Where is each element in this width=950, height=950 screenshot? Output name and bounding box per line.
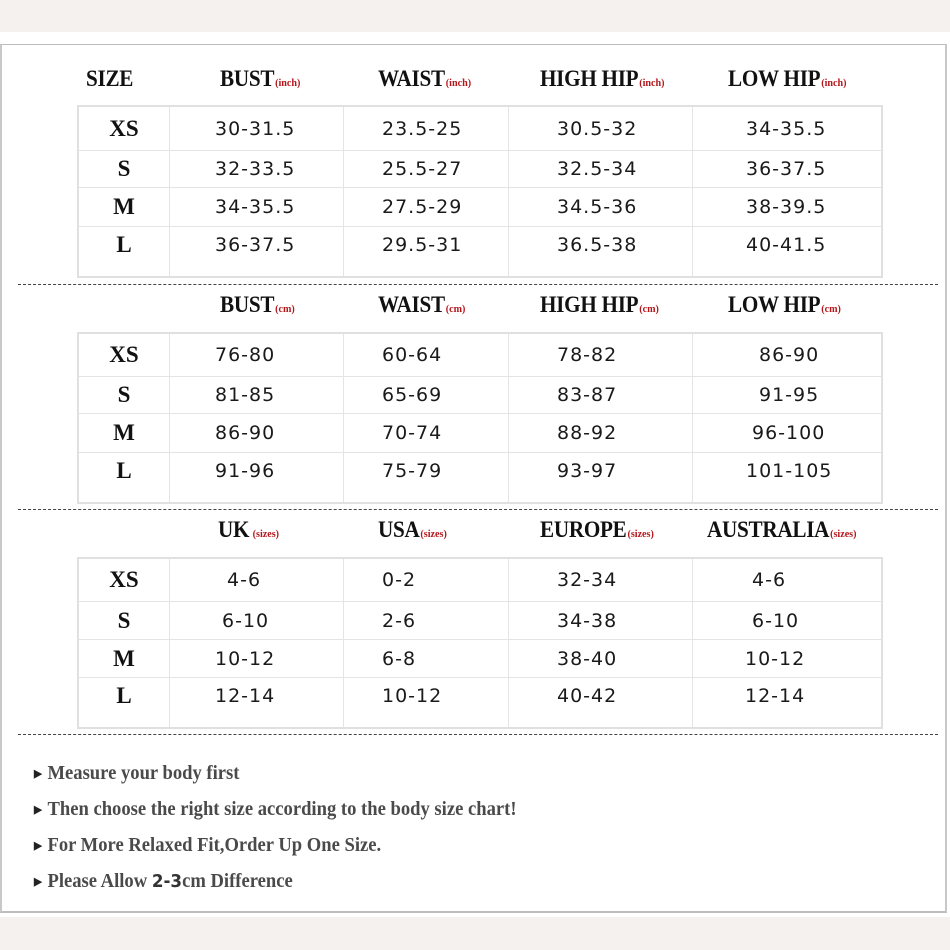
table-row-s: [79, 377, 881, 414]
table-row-m: [79, 640, 881, 678]
triangle-bullet-icon: ▶: [34, 768, 42, 780]
unit-label: (sizes): [830, 528, 857, 540]
column-divider: [169, 559, 170, 727]
table-row-s: [79, 602, 881, 640]
unit-label: (inch): [445, 77, 472, 89]
size-table-cm: [77, 332, 883, 504]
dashed-divider: [18, 734, 938, 735]
note-item: ▶ Measure your body first: [34, 762, 240, 784]
europe-cell: 38-40: [557, 647, 618, 670]
column-divider: [508, 559, 509, 727]
column-divider: [692, 107, 693, 276]
size-cell: L: [116, 232, 132, 257]
uk-cell: 6-10: [222, 609, 270, 632]
column-header-low-hip: LOW HIP(cm): [728, 292, 841, 317]
bust-cell: 76-80: [215, 344, 276, 366]
waist-cell: 65-69: [382, 384, 443, 406]
unit-label: (cm): [275, 303, 295, 315]
size-cell: S: [117, 156, 131, 181]
low-hip-cell: 34-35.5: [746, 117, 827, 140]
bust-cell: 34-35.5: [215, 196, 296, 218]
note-item: ▶ For More Relaxed Fit,Order Up One Size.: [34, 834, 382, 856]
usa-cell: 2-6: [382, 609, 417, 632]
table-row-l: [79, 453, 881, 489]
waist-cell: 27.5-29: [382, 196, 463, 218]
table-row-xs: [79, 107, 881, 151]
unit-label: (cm): [445, 303, 466, 315]
unit-label: (cm): [639, 303, 659, 315]
table-row-s: [79, 151, 881, 188]
column-header-size: SIZE: [86, 66, 134, 91]
column-header-low-hip: LOW HIP(inch): [728, 66, 847, 91]
high-hip-cell: 32.5-34: [557, 158, 638, 180]
triangle-bullet-icon: ▶: [34, 804, 42, 816]
size-table-inch: [77, 105, 883, 278]
uk-cell: 4-6: [227, 569, 262, 591]
low-hip-cell: 38-39.5: [746, 196, 827, 218]
size-cell: XS: [109, 115, 139, 141]
bust-cell: 30-31.5: [215, 117, 296, 140]
size-cell: S: [117, 607, 131, 633]
table-row-l: [79, 227, 881, 263]
uk-cell: 12-14: [215, 685, 276, 707]
bust-cell: 86-90: [215, 422, 276, 444]
note-item: ▶ Then choose the right size according to the body size chart!: [34, 798, 517, 820]
unit-label: (inch): [275, 77, 301, 89]
europe-cell: 34-38: [557, 609, 618, 632]
table-row-xs: [79, 559, 881, 602]
size-table-international: [77, 557, 883, 729]
column-header-waist: WAIST(cm): [378, 292, 466, 317]
column-divider: [343, 559, 344, 727]
dashed-divider: [18, 509, 938, 510]
europe-cell: 40-42: [557, 685, 618, 707]
low-hip-cell: 91-95: [759, 384, 820, 406]
column-header-bust: BUST(cm): [220, 292, 295, 317]
waist-cell: 75-79: [382, 460, 443, 482]
high-hip-cell: 88-92: [557, 422, 618, 444]
column-header-australia: AUSTRALIA(sizes): [707, 517, 857, 542]
column-divider: [343, 107, 344, 276]
column-divider: [692, 559, 693, 727]
low-hip-cell: 40-41.5: [746, 234, 827, 256]
column-header-high-hip: HIGH HIP(cm): [540, 292, 659, 317]
high-hip-cell: 36.5-38: [557, 234, 638, 256]
australia-cell: 6-10: [752, 609, 800, 632]
high-hip-cell: 30.5-32: [557, 117, 638, 140]
waist-cell: 70-74: [382, 422, 443, 444]
low-hip-cell: 96-100: [752, 422, 826, 444]
waist-cell: 29.5-31: [382, 234, 463, 256]
high-hip-cell: 34.5-36: [557, 196, 638, 218]
column-header-high-hip: HIGH HIP(inch): [540, 66, 665, 91]
table-row-xs: [79, 334, 881, 377]
bust-cell: 32-33.5: [215, 158, 296, 180]
size-cell: L: [116, 458, 132, 483]
note-item: ▶ Please Allow 2-3cm Difference: [34, 870, 293, 892]
column-header-uk: UK (sizes): [218, 517, 280, 542]
high-hip-cell: 93-97: [557, 460, 618, 482]
column-header-bust: BUST(inch): [220, 66, 301, 91]
size-cell: S: [117, 382, 131, 407]
triangle-bullet-icon: ▶: [34, 876, 42, 888]
column-divider: [692, 334, 693, 502]
australia-cell: 10-12: [745, 647, 806, 670]
column-divider: [508, 334, 509, 502]
unit-label: (sizes): [420, 528, 447, 540]
size-cell: XS: [109, 567, 139, 592]
unit-label: (inch): [821, 77, 847, 89]
usa-cell: 0-2: [382, 569, 417, 591]
column-divider: [508, 107, 509, 276]
column-divider: [169, 107, 170, 276]
high-hip-cell: 78-82: [557, 344, 618, 366]
low-hip-cell: 86-90: [759, 344, 820, 366]
unit-label: (sizes): [627, 528, 654, 540]
waist-cell: 60-64: [382, 344, 443, 366]
usa-cell: 6-8: [382, 647, 417, 670]
column-divider: [343, 334, 344, 502]
size-cell: XS: [109, 342, 139, 367]
uk-cell: 10-12: [215, 647, 276, 670]
column-header-europe: EUROPE(sizes): [540, 517, 654, 542]
waist-cell: 25.5-27: [382, 158, 463, 180]
column-divider: [169, 334, 170, 502]
usa-cell: 10-12: [382, 685, 443, 707]
column-header-waist: WAIST(inch): [378, 66, 472, 91]
high-hip-cell: 83-87: [557, 384, 618, 406]
bust-cell: 91-96: [215, 460, 276, 482]
column-header-usa: USA(sizes): [378, 517, 447, 542]
unit-label: (inch): [639, 77, 665, 89]
table-row-m: [79, 414, 881, 453]
europe-cell: 32-34: [557, 569, 618, 591]
low-hip-cell: 36-37.5: [746, 158, 827, 180]
waist-cell: 23.5-25: [382, 117, 463, 140]
table-row-l: [79, 678, 881, 714]
unit-label: (sizes): [250, 528, 280, 540]
bust-cell: 36-37.5: [215, 234, 296, 256]
unit-label: (cm): [821, 303, 841, 315]
table-row-m: [79, 188, 881, 227]
bust-cell: 81-85: [215, 384, 276, 406]
dashed-divider: [18, 284, 938, 285]
size-cell: M: [113, 420, 135, 445]
size-cell: L: [116, 683, 132, 708]
size-cell: M: [113, 194, 135, 219]
australia-cell: 4-6: [752, 569, 787, 591]
australia-cell: 12-14: [745, 685, 806, 707]
triangle-bullet-icon: ▶: [34, 840, 42, 852]
low-hip-cell: 101-105: [746, 460, 833, 482]
size-cell: M: [113, 645, 135, 671]
